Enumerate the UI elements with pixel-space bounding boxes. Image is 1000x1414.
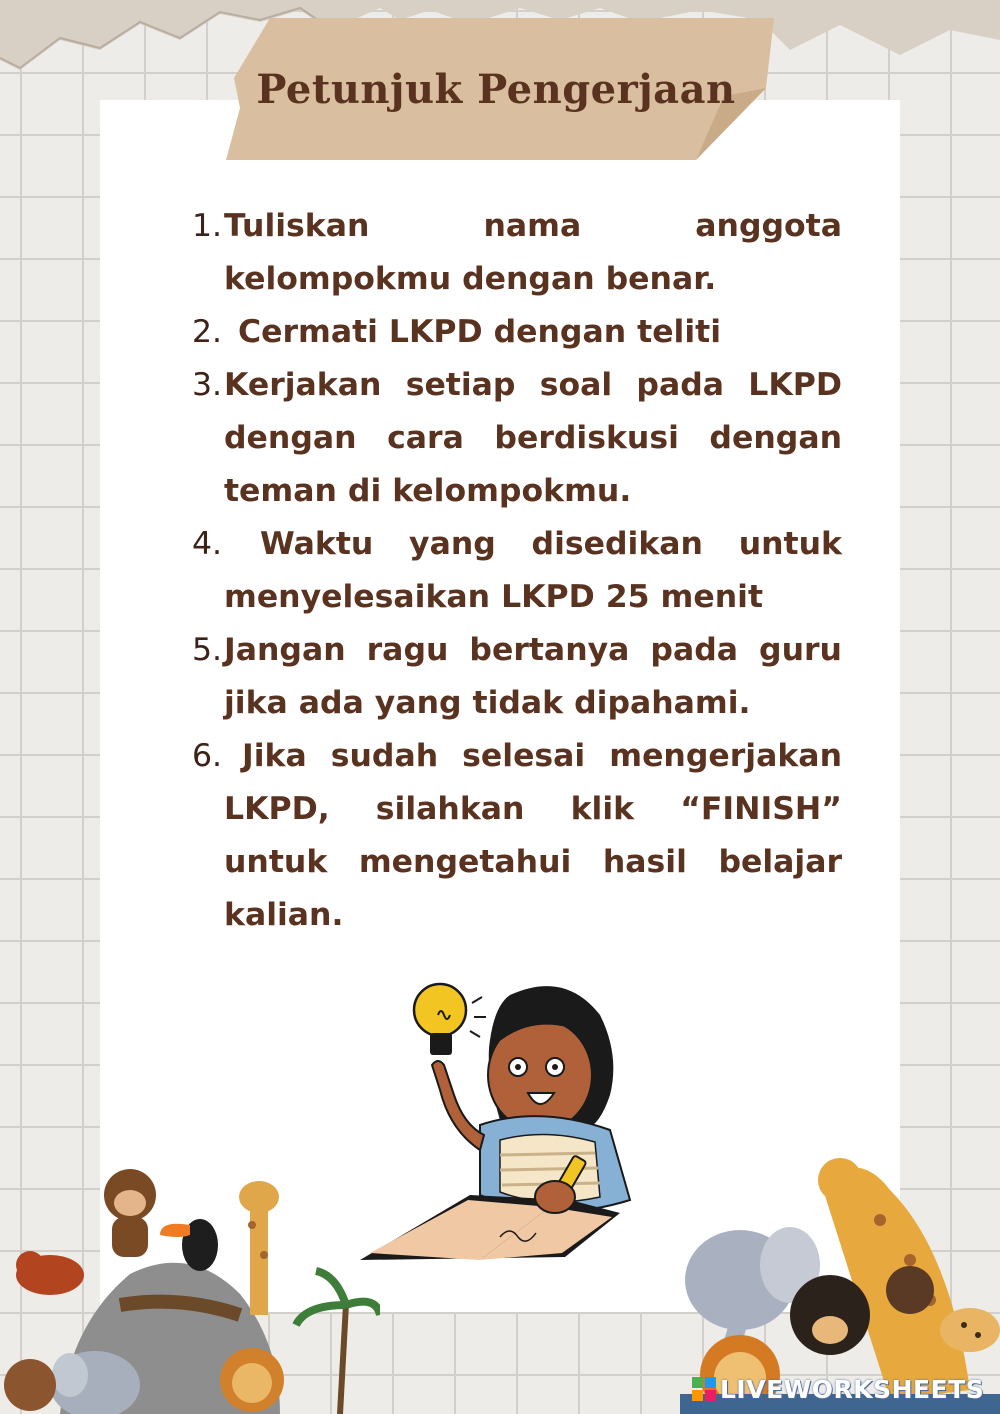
zoo-animals-left-icon <box>0 1125 380 1414</box>
instruction-item-4 <box>180 518 842 624</box>
instruction-text: Jika sudah selesai mengerjakan LKPD, silahkan klik “FINISH” untuk mengetahui hasil belajar kalian. <box>224 738 842 933</box>
instruction-item-1 <box>180 200 842 306</box>
instruction-number: 6. <box>191 738 222 774</box>
liveworksheets-logo-icon <box>692 1377 716 1401</box>
instruction-list <box>180 200 842 942</box>
instruction-number: 1. <box>191 208 222 244</box>
instruction-item-6 <box>180 730 842 942</box>
instruction-number: 5. <box>191 632 222 668</box>
zoo-animals-right-icon <box>680 1140 1000 1414</box>
instruction-item-5 <box>180 624 842 730</box>
instruction-text: Cermati LKPD dengan teliti <box>238 314 722 350</box>
instruction-number: 3. <box>191 367 222 403</box>
instruction-item-3 <box>180 359 842 518</box>
instruction-number: 2. <box>191 314 222 350</box>
instruction-text: Kerjakan setiap soal pada LKPD dengan cara berdiskusi dengan teman di kelompokmu. <box>224 367 842 509</box>
watermark <box>692 1374 984 1404</box>
instruction-text: Waktu yang disedikan untuk menyelesaikan LKPD 25 menit <box>224 526 842 615</box>
instruction-text: Tuliskan nama anggota kelompokmu dengan benar. <box>224 208 842 297</box>
page-title: Petunjuk Pengerjaan <box>256 66 736 113</box>
instruction-text: Jangan ragu bertanya pada guru jika ada yang tidak dipahami. <box>224 632 842 721</box>
watermark-text: LIVEWORKSHEETS <box>720 1374 985 1404</box>
instruction-item-2 <box>180 306 842 359</box>
instruction-number: 4. <box>191 526 222 562</box>
girl-writing-with-lightbulb-icon <box>350 975 650 1275</box>
